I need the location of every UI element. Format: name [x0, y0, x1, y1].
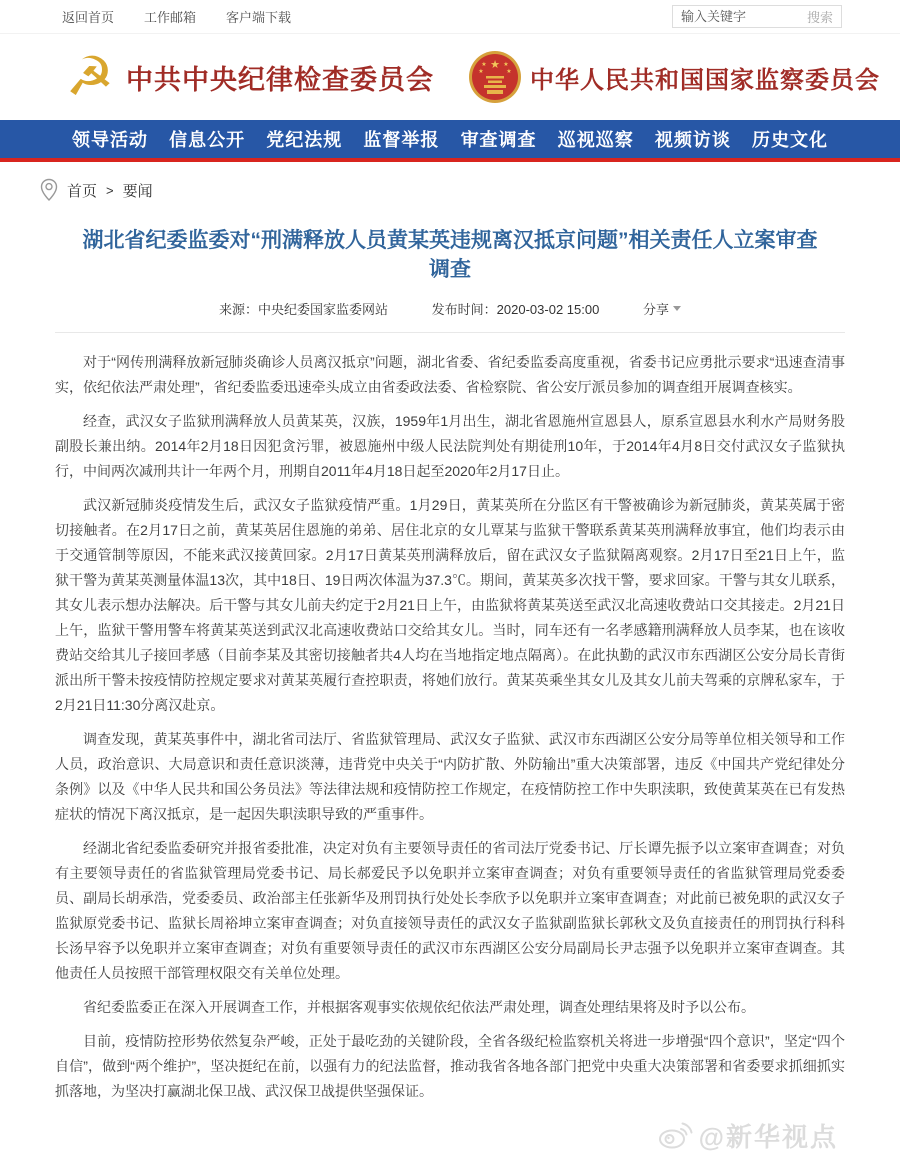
- article-body: [55, 333, 845, 1104]
- search-box: [672, 5, 842, 28]
- article-publish-time: 发布时间：2020-03-02 15:00: [431, 301, 600, 317]
- article-meta: [55, 299, 845, 333]
- svg-text:★: ★: [481, 62, 487, 68]
- svg-text:★: ★: [478, 69, 484, 75]
- topbar-links: [62, 7, 291, 26]
- article-paragraph: 目前，疫情防控形势依然复杂严峻，正处于最吃劲的关键阶段，全省各级纪检监察机关将进一步增强“四个意识”，坚定“四个自信”，做到“两个维护”，坚决挺纪在前，以强有力的纪法监督，推动我省各地各部门把党中央重大决策部署和省委要求抓细抓实抓落地，为坚决打赢湖北保卫战、武汉保卫战提供坚强保证。: [55, 1032, 845, 1099]
- watermark: [0, 1113, 900, 1172]
- article-paragraph: 武汉新冠肺炎疫情发生后，武汉女子监狱疫情严重。1月29日，黄某英所在分监区有干警被确诊为新冠肺炎，黄某英属于密切接触者。在2月17日之前，黄某英居住恩施的弟弟、居住北京的女儿覃某与监狱干警联系黄某英刑满释放事宜，他们均表示由于交通管制等原因，不能来武汉接黄回家。2月17日黄某英刑满释放后，留在武汉女子监狱隔离观察。2月17日至21日上午，监狱干警为黄某英测量体温13次，其中18日、19日两次体温为37.3℃。期间，黄某英多次找干警，要求回家。干警与其女儿联系，其女儿表示想办法解决。后干警与其女儿前夫约定于2月21日上午，由监狱将黄某英送至武汉北高速收费站口交其接走。2月21日上午，监狱干警用警车将黄某英送到武汉北高速收费站口交给其女儿。当时，同车还有一名孝感籍刑满释放人员李某，也在该收费站交给其儿子接回孝感（目前李某及其密切接触者共4人均在当地指定地点隔离）。在此执勤的武汉市东西湖区公安分局长青街派出所干警未按疫情防控规定要求对黄某英履行查控职责，将她们放行。黄某英乘坐其女儿及其女儿前夫驾乘的京牌私家车，于2月21日11:30分离汉赴京。: [55, 496, 845, 713]
- article-paragraph: 经湖北省纪委监委研究并报省委批准，决定对负有主要领导责任的省司法厅党委书记、厅长谭先振予以立案审查调查；对负有主要领导责任的省监狱管理局党委书记、局长郝爱民予以免职并立案审查调查；对负有重要领导责任的省监狱管理局党委委员、副局长胡承浩，党委委员、政治部主任张新华及刑罚执行处处长李欣予以免职并立案审查调查；对此前已被免职的武汉女子监狱原党委书记、监狱长周裕坤立案审查调查；对负直接领导责任的武汉女子监狱副监狱长郭秋文及负直接责任的刑罚执行科科长汤早容予以免职并立案审查调查；对负有重要领导责任的武汉市东西湖区公安分局副局长尹志强予以免职并立案审查调查。其他责任人员按照干部管理权限交有关单位处理。: [55, 839, 845, 981]
- state-site-title: 中华人民共和国国家监察委员会: [530, 67, 880, 94]
- svg-text:★: ★: [506, 69, 512, 75]
- svg-text:★: ★: [503, 62, 509, 68]
- main-nav: [0, 120, 900, 162]
- national-emblem-icon: [468, 50, 522, 104]
- weibo-icon: [657, 1120, 693, 1150]
- breadcrumb: [0, 162, 900, 214]
- topbar-link[interactable]: 客户端下载: [226, 10, 292, 25]
- breadcrumb-separator: >: [106, 182, 114, 198]
- breadcrumb-home[interactable]: 首页: [67, 182, 98, 200]
- article-title: 湖北省纪委监委对“刑满释放人员黄某英违规离汉抵京问题”相关责任人立案审查调查: [82, 229, 818, 282]
- nav-item[interactable]: 历史文化: [751, 130, 828, 150]
- article-source: 来源：中央纪委国家监委网站: [219, 301, 389, 317]
- search-button[interactable]: 搜索: [799, 7, 841, 26]
- site-header: [0, 34, 900, 120]
- article-paragraph: 调查发现，黄某英事件中，湖北省司法厅、省监狱管理局、武汉女子监狱、武汉市东西湖区公安分局等单位相关领导和工作人员，政治意识、大局意识和责任意识淡薄，违背党中央关于“内防扩散、外防输出”重大决策部署，违反《中国共产党纪律处分条例》以及《中华人民共和国公务员法》等法律法规和疫情防控工作规定，在疫情防控工作中失职渎职，致使黄某英在已有发热症状的情况下离汉抵京，是一起因失职渎职导致的严重事件。: [55, 730, 845, 822]
- nav-item[interactable]: 党纪法规: [266, 130, 343, 150]
- party-emblem-icon: ☭: [65, 47, 115, 107]
- state-brand[interactable]: [468, 50, 880, 104]
- top-utility-bar: [0, 0, 900, 34]
- article-paragraph: 省纪委监委正在深入开展调查工作，并根据客观事实依规依纪依法严肃处理，调查处理结果将及时予以公布。: [83, 998, 755, 1015]
- topbar-link[interactable]: 工作邮箱: [144, 10, 197, 25]
- article-paragraph: 经查，武汉女子监狱刑满释放人员黄某英，汉族，1959年1月出生，湖北省恩施州宣恩县人，原系宣恩县水利水产局财务股副股长兼出纳。2014年2月18日因犯贪污罪，被恩施州中级人民法院判处有期徒刑10年，于2014年4月8日交付武汉女子监狱执行，中间两次减刑共计一年两个月，刑期自2011年4月18日起至2020年2月17日止。: [55, 412, 845, 479]
- topbar-link[interactable]: 返回首页: [62, 10, 115, 25]
- article-paragraph: 对于“网传刑满释放新冠肺炎确诊人员离汉抵京”问题，湖北省委、省纪委监委高度重视，省委书记应勇批示要求“迅速查清事实，依纪依法严肃处理”，省纪委监委迅速牵头成立由省委政法委、省检察院、省公安厅派员参加的调查组开展调查核实。: [55, 353, 845, 395]
- share-button[interactable]: [643, 299, 681, 318]
- cpc-brand[interactable]: [62, 47, 434, 107]
- share-label: 分享: [642, 301, 669, 317]
- location-pin-icon: [40, 178, 58, 202]
- nav-item[interactable]: 视频访谈: [654, 130, 731, 150]
- breadcrumb-section[interactable]: 要闻: [122, 182, 153, 200]
- article-container: [0, 226, 900, 1104]
- cpc-site-title: 中共中央纪律检查委员会: [126, 64, 434, 95]
- svg-text:★: ★: [490, 59, 500, 71]
- nav-item[interactable]: 信息公开: [169, 130, 246, 150]
- nav-item[interactable]: 审查调查: [460, 130, 537, 150]
- chevron-down-icon: [673, 306, 681, 311]
- watermark-text: @新华视点: [698, 1121, 838, 1152]
- nav-item[interactable]: 领导活动: [72, 130, 148, 150]
- nav-item[interactable]: 巡视巡察: [557, 130, 634, 150]
- nav-item[interactable]: 监督举报: [363, 130, 440, 150]
- search-input[interactable]: [673, 9, 799, 24]
